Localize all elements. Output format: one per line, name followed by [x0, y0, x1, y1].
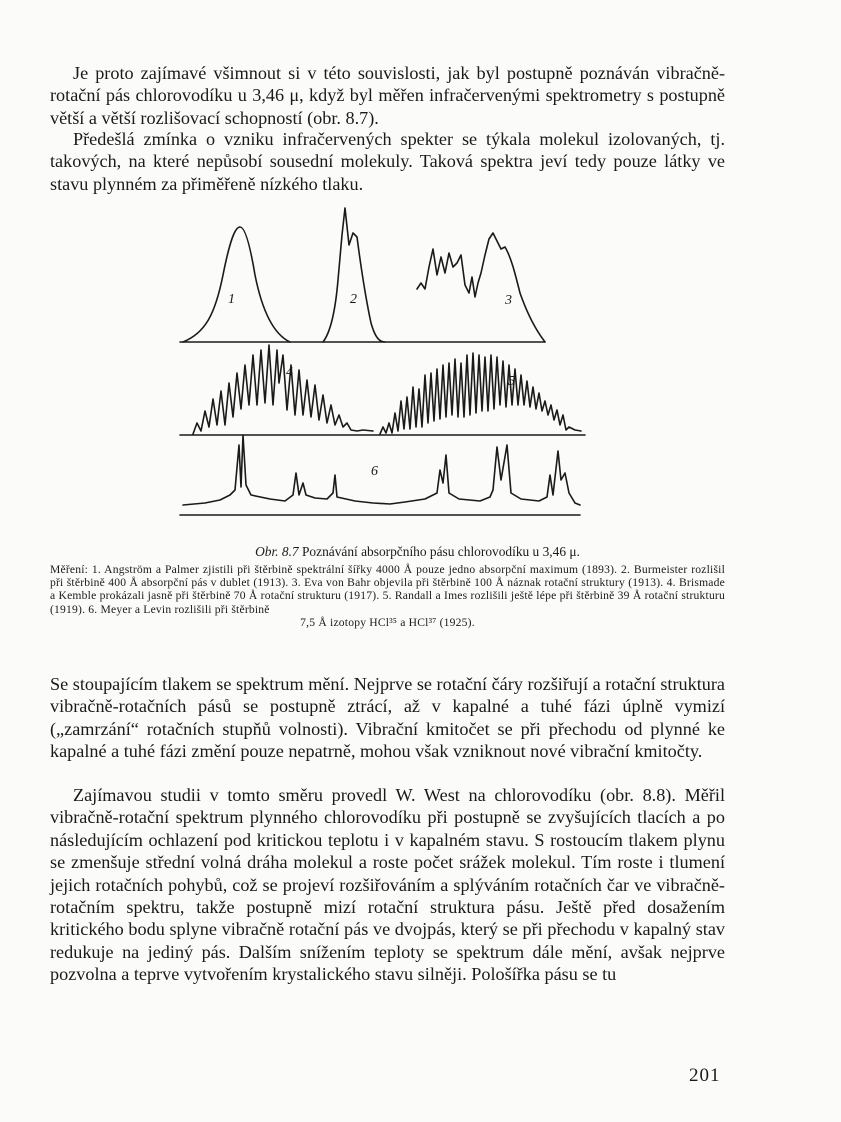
- spectrum-4-curve: [193, 345, 373, 434]
- spectrum-5-curve: [380, 353, 581, 434]
- spectrum-2-curve: [323, 208, 385, 342]
- spectra-drawing: [175, 205, 595, 525]
- figure-caption-title: [50, 544, 785, 560]
- figure-title: Poznávání absorpčního pásu chlorovodíku u 3,46 μ.: [301, 544, 580, 559]
- spectrum-3-curve: [417, 233, 545, 342]
- spectrum-label-3: 3: [505, 293, 512, 308]
- spectra-figure: [175, 205, 595, 525]
- spectrum-label-5: 5: [508, 374, 515, 389]
- spectrum-1-curve: [183, 227, 290, 342]
- page-number: 201: [689, 1065, 721, 1086]
- paragraph-west-study: Zajímavou studii v tomto směru provedl W. West na chlorovodíku (obr. 8.8). Měřil vibračně-rotační spektrum plynného chlorovodíku při postupně se zvyšujících tlacích a po následujícím ochlazení pod kritickou teplotu i v kapalném stavu. S rostoucím tlakem plynu se zmenšuje střední volná dráha molekul a roste počet srážek molekul. Tím roste i tlumení jejich rotačních pohybů, což se projeví rozšiřováním a splýváním rotačních čar ve vibračně-rotačním spektru, takže postupně mizí rotační struktura pásu. Ještě před dosažením kritického bodu splyne vibračně rotační pás ve dvojpás, který se při přechodu v kapalný stav redukuje na jediný pás. Dalším snížením teploty se spektrum dále mění, avšak nejprve pozvolna a teprve vytvořením krystalického stavu silněji. Pološířka pásu se tu: [50, 785, 725, 985]
- spectrum-label-6: 6: [371, 464, 378, 479]
- spectrum-label-1: 1: [228, 292, 235, 307]
- figure-number: Obr. 8.7: [255, 544, 299, 559]
- figure-caption-body: [50, 563, 725, 629]
- spectrum-label-2: 2: [350, 292, 357, 307]
- figure-caption-text: Měření: 1. Angström a Palmer zjistili při štěrbině spektrální šířky 4000 Å pouze jedno absorpční maximum (1893). 2. Burmeister rozlišil při štěrbině 400 Å absorpční pás v dublet (1913). 3. Eva von Bahr objevila při štěrbině 100 Å náznak rotační struktury (1913). 4. Brismade a Kemble prokázali jasně při štěrbině 70 Å rotační strukturu (1917). 5. Randall a Imes rozlišili ještě lépe při štěrbině 39 Å rotační strukturu (1919). 6. Meyer a Levin rozlišili při štěrbině: [50, 563, 725, 616]
- spectrum-label-4: 4: [286, 365, 293, 380]
- paragraph-intro: Je proto zajímavé všimnout si v této souvislosti, jak byl postupně poznáván vibračně-rotační pás chlorovodíku u 3,46 μ, když byl měřen infračervenými spektrometry s postupně větší a větší rozlišovací schopností (obr. 8.7).: [50, 63, 725, 128]
- figure-caption-last-line: 7,5 Å izotopy HCl³⁵ a HCl³⁷ (1925).: [300, 615, 475, 629]
- paragraph-pressure: Se stoupajícím tlakem se spektrum mění. Nejprve se rotační čáry rozšiřují a rotační struktura vibračně-rotačních pásů se postupně ztrácí, až v kapalné a tuhé fázi úplně vymizí („zamrzání“ rotačních stupňů volnosti). Vibrační kmitočet se při přechodu od plynné ke kapalné a tuhé fázi změní pouze nepatrně, mohou však vzniknout nové vibrační kmitočty.: [50, 674, 725, 762]
- spectrum-6-curve: [183, 435, 580, 505]
- paragraph-isolated-molecules: Předešlá zmínka o vzniku infračervených spekter se týkala molekul izolovaných, tj. takových, na které nepůsobí sousední molekuly. Taková spektra jeví tedy pouze látky ve stavu plynném za přiměřeně nízkého tlaku.: [50, 129, 725, 194]
